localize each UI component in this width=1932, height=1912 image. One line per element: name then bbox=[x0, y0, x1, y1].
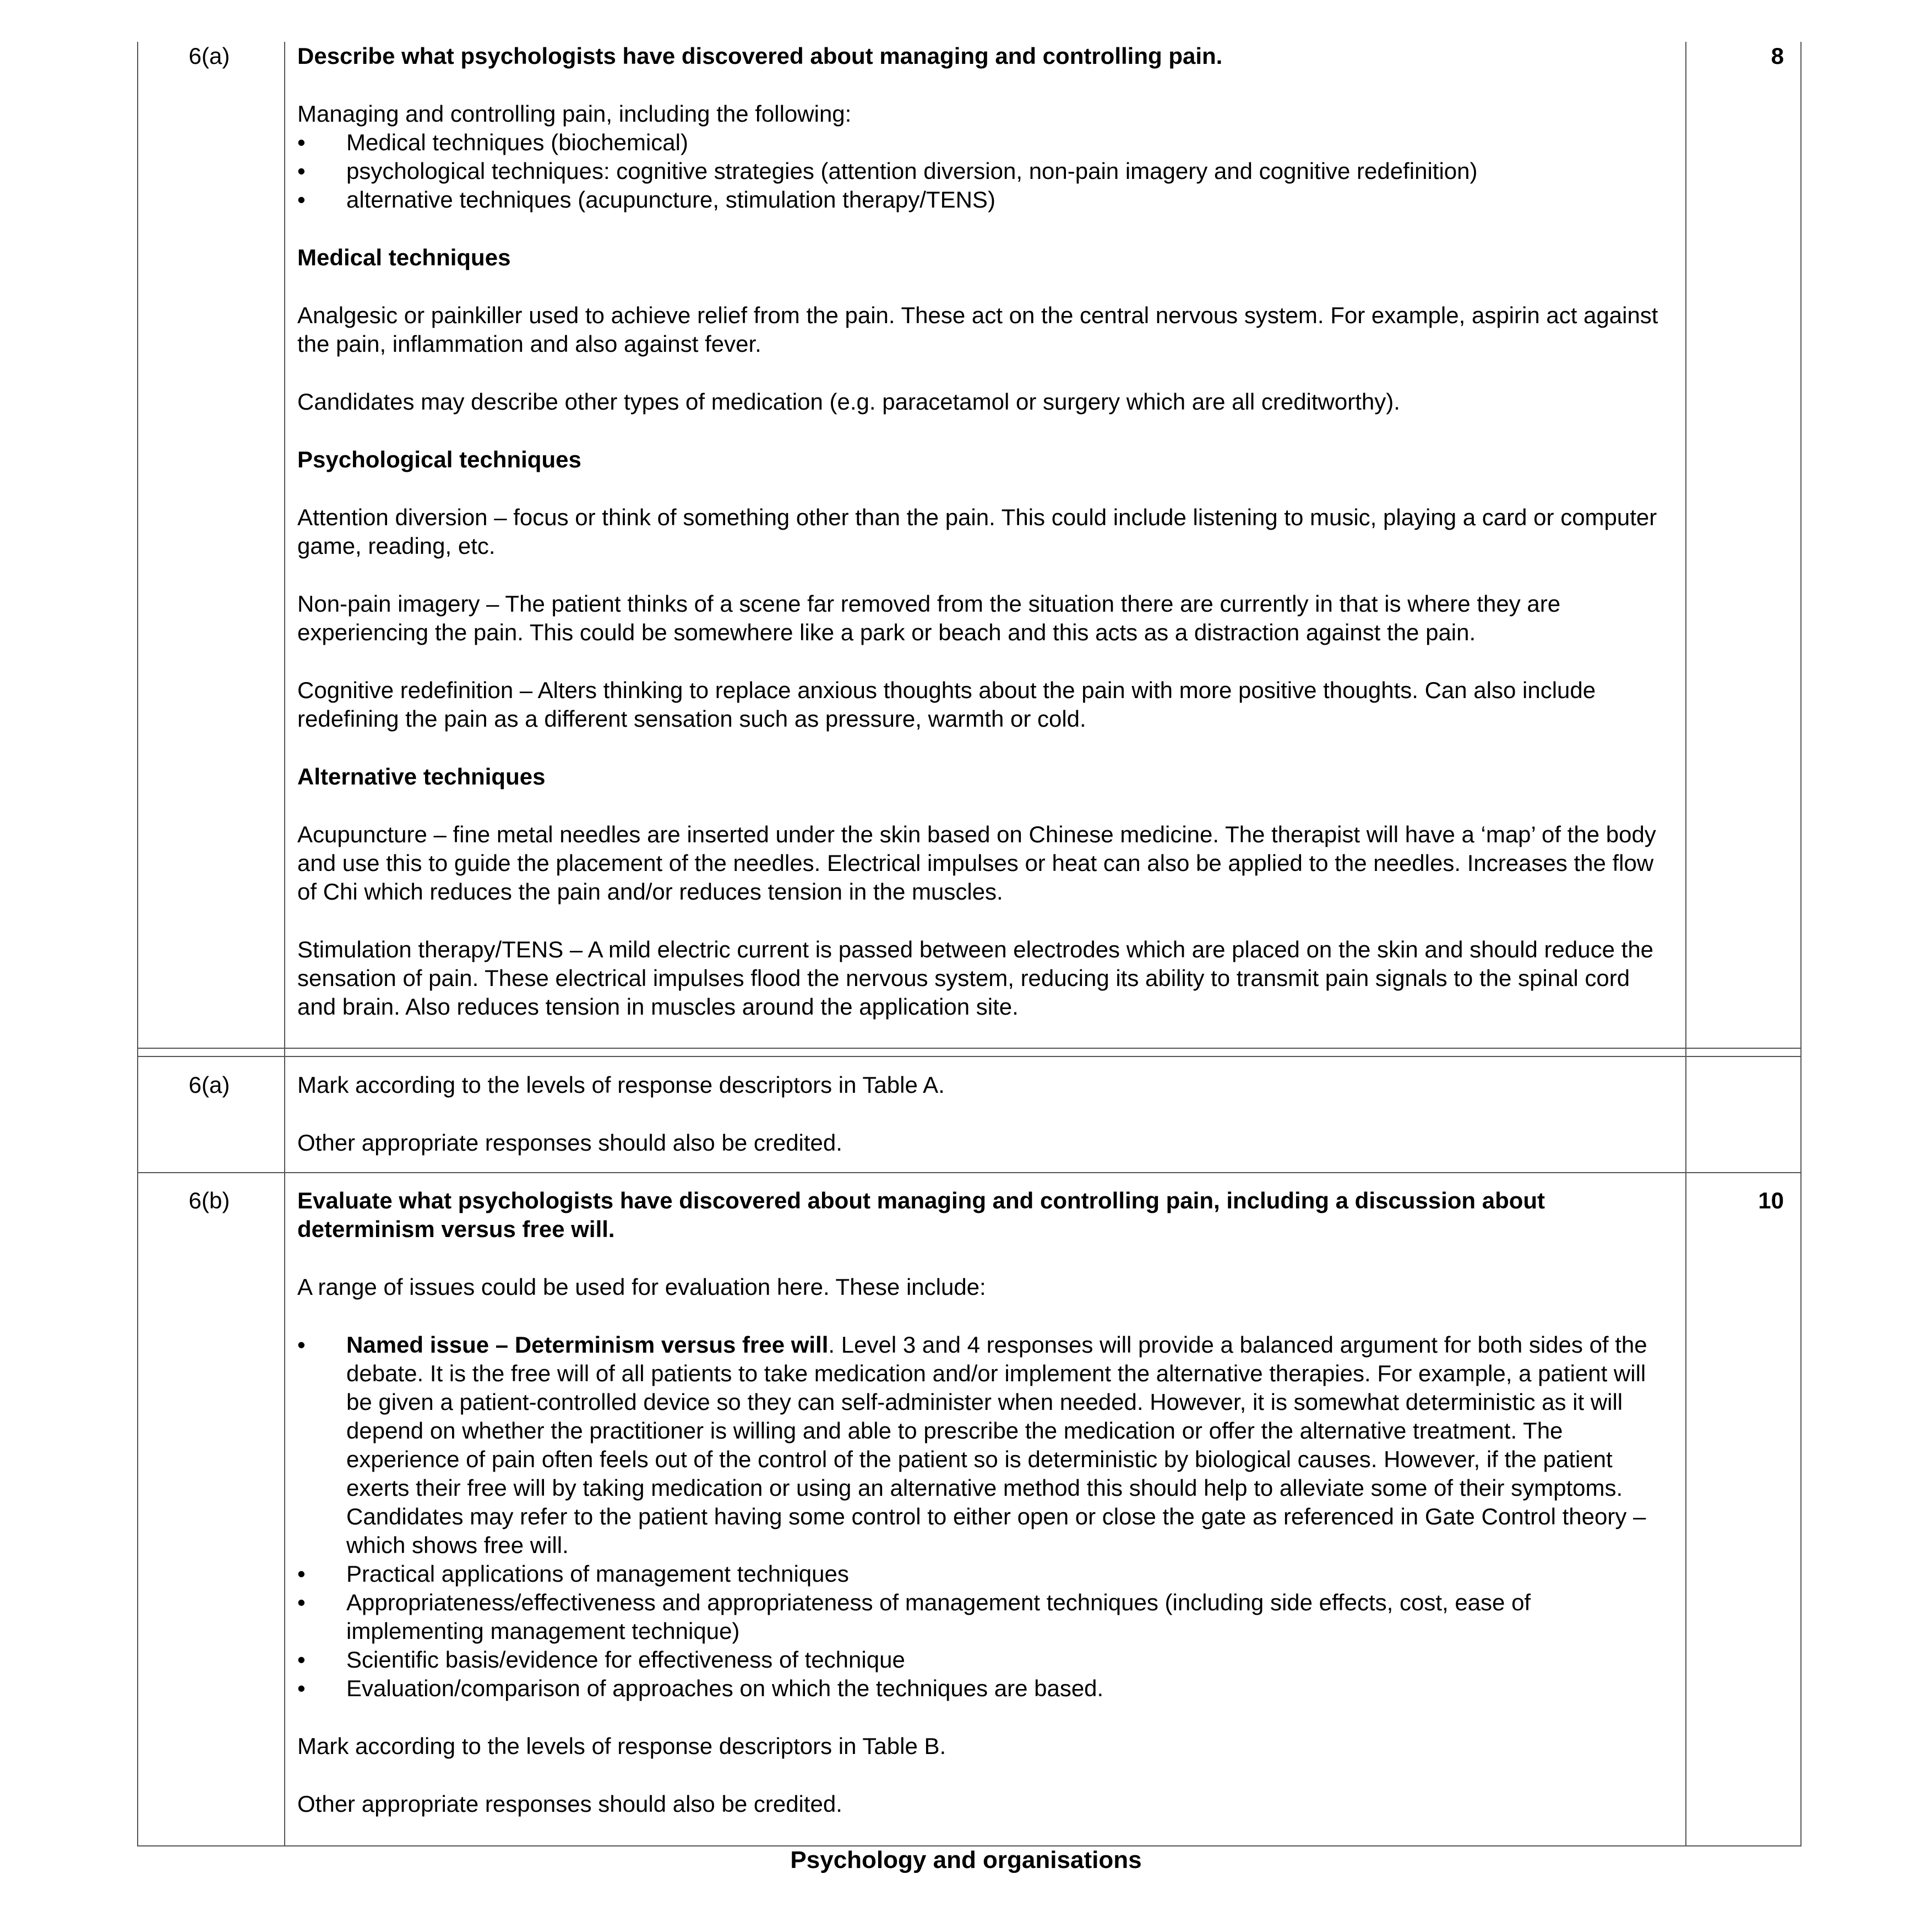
answer-content-6a bbox=[297, 42, 1674, 1021]
intro-text: A range of issues could be used for evaluation here. These include: bbox=[297, 1274, 986, 1300]
paragraph: Analgesic or painkiller used to achieve relief from the pain. These act on the central nervous system. For example, aspirin act against the pain, inflammation and also against fever. bbox=[297, 302, 1658, 357]
bullet-icon: • bbox=[297, 1647, 306, 1673]
paragraph: Cognitive redefinition – Alters thinking to replace anxious thoughts about the pain with more positive thoughts. Can also include redefining the pain as a different sensation such as pressure, warmth or cold. bbox=[297, 677, 1596, 732]
bullet-icon: • bbox=[297, 1589, 306, 1615]
paragraph: Acupuncture – fine metal needles are inserted under the skin based on Chinese medicine. The therapist will have a ‘map’ of the body and use this to guide the placement of the needles. Electrical impulses or heat can also be applied to the needles. Increases the flow of Chi which reduces the pain and/or reduces tension in the muscles. bbox=[297, 821, 1656, 905]
question-number: 6(a) bbox=[188, 43, 230, 69]
named-issue-text: . Level 3 and 4 responses will provide a balanced argument for both sides of the debate. It is the free will of all patients to take medication and/or implement the alternative therapies. For example, a patient will be given a patient-controlled device so they can self-administer when needed. However, it is somewhat deterministic as it will depend on whether the practitioner is willing and able to prescribe the medication or offer the alternative treatment. The experience of pain often feels out of the control of the patient so is deterministic by biological causes. However, if the patient exerts their free will by taking medication or using an alternative method this should help to alleviate some of their symptoms. Candidates may refer to the patient having some control to either open or close the gate as referenced in Gate Control theory – which shows free will. bbox=[346, 1332, 1647, 1558]
question-text: Describe what psychologists have discovered about managing and controlling pain. bbox=[297, 43, 1223, 69]
evaluation-bullet-list bbox=[297, 1331, 1674, 1703]
intro-bullet-list bbox=[297, 128, 1674, 214]
list-item: • Appropriateness/effectiveness and appropriateness of management techniques (including side effects, cost, ease of implementing management technique) bbox=[297, 1589, 1531, 1644]
section-heading: Alternative techniques bbox=[297, 764, 546, 789]
bullet-icon: • bbox=[297, 158, 306, 184]
table-border-left bbox=[137, 42, 138, 1845]
guidance-line: Mark according to the levels of response descriptors in Table B. bbox=[297, 1733, 946, 1759]
marks-value: 10 bbox=[1758, 1187, 1784, 1213]
list-item bbox=[297, 1331, 1674, 1560]
bullet-icon: • bbox=[297, 1675, 306, 1701]
list-item: • Medical techniques (biochemical) bbox=[297, 128, 1674, 157]
guidance-content-6a bbox=[297, 1071, 1674, 1157]
table-border-right bbox=[1800, 42, 1802, 1845]
intro-text: Managing and controlling pain, including the following: bbox=[297, 101, 852, 127]
bullet-icon: • bbox=[297, 1332, 306, 1358]
paragraph: Attention diversion – focus or think of something other than the pain. This could include listening to music, playing a card or computer game, reading, etc. bbox=[297, 504, 1657, 559]
guidance-line: Other appropriate responses should also be credited. bbox=[297, 1130, 842, 1156]
answer-content-6b bbox=[297, 1186, 1674, 1818]
question-number: 6(b) bbox=[188, 1187, 230, 1213]
next-section-heading: Psychology and organisations bbox=[790, 1846, 1142, 1873]
guidance-line: Other appropriate responses should also be credited. bbox=[297, 1791, 842, 1817]
list-item: • Practical applications of management techniques bbox=[297, 1560, 1674, 1588]
row-divider-double-top bbox=[137, 1048, 1802, 1049]
table-divider-question bbox=[284, 42, 285, 1845]
bullet-icon: • bbox=[297, 129, 306, 155]
list-item: • Evaluation/comparison of approaches on which the techniques are based. bbox=[297, 1674, 1674, 1703]
marks-value: 8 bbox=[1771, 43, 1784, 69]
question-number: 6(a) bbox=[188, 1072, 230, 1098]
paragraph: Stimulation therapy/TENS – A mild electric current is passed between electrodes which are placed on the skin and should reduce the sensation of pain. These electrical impulses flood the nervous system, reducing its ability to transmit pain signals to the spinal cord and brain. Also reduces tension in muscles around the application site. bbox=[297, 936, 1654, 1020]
list-item: • Scientific basis/evidence for effectiveness of technique bbox=[297, 1646, 1674, 1674]
row-divider-double-bottom bbox=[137, 1056, 1802, 1057]
table-divider-marks bbox=[1685, 42, 1686, 1845]
guidance-line: Mark according to the levels of response descriptors in Table A. bbox=[297, 1072, 945, 1098]
row-divider bbox=[137, 1172, 1802, 1173]
section-heading: Psychological techniques bbox=[297, 446, 581, 472]
paragraph: Non-pain imagery – The patient thinks of a scene far removed from the situation there are currently in that is where they are experiencing the pain. This could be somewhere like a park or beach and this acts as a distraction against the pain. bbox=[297, 591, 1561, 645]
list-item: • psychological techniques: cognitive strategies (attention diversion, non-pain imagery and cognitive redefinition) bbox=[297, 157, 1674, 186]
list-item: • alternative techniques (acupuncture, stimulation therapy/TENS) bbox=[297, 186, 1674, 214]
named-issue-label: Named issue – Determinism versus free will bbox=[346, 1332, 829, 1358]
bullet-icon: • bbox=[297, 1561, 306, 1587]
question-text: Evaluate what psychologists have discovered about managing and controlling pain, including a discussion about determinism versus free will. bbox=[297, 1187, 1545, 1242]
bullet-icon: • bbox=[297, 187, 306, 213]
section-heading: Medical techniques bbox=[297, 244, 511, 270]
paragraph: Candidates may describe other types of medication (e.g. paracetamol or surgery which are all creditworthy). bbox=[297, 389, 1400, 415]
